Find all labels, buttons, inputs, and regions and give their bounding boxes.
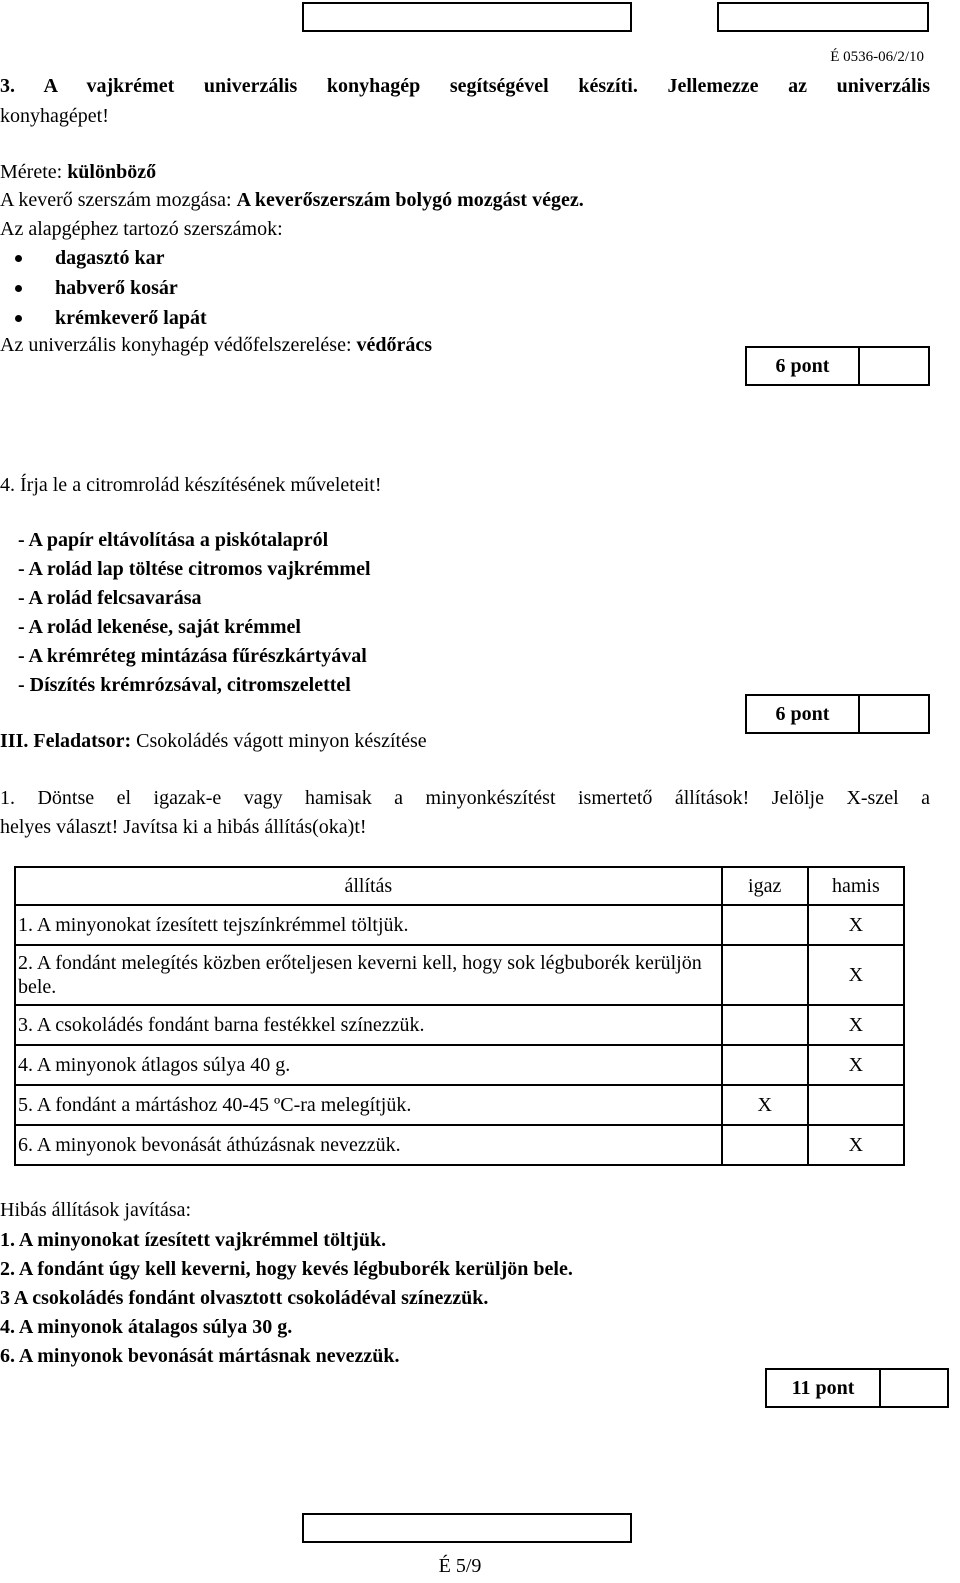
list-item: krémkeverő lapát xyxy=(0,306,207,336)
page-number: É 5/9 xyxy=(438,1555,482,1577)
hamis-cell[interactable] xyxy=(808,1085,904,1125)
list-item: dagasztó kar xyxy=(0,246,207,276)
corrections-label: Hibás állítások javítása: xyxy=(0,1199,192,1221)
igaz-cell[interactable] xyxy=(722,1045,808,1085)
list-item: 2. A fondánt úgy kell keverni, hogy kevés légbuborék kerüljön bele. xyxy=(0,1258,573,1280)
list-item: - A papír eltávolítása a piskótalapról xyxy=(18,529,329,551)
list-item: - A rolád lap töltése citromos vajkrémmel xyxy=(18,558,371,580)
list-item: habverő kosár xyxy=(0,276,207,306)
list-item: - A rolád lekenése, saját krémmel xyxy=(18,616,301,638)
table-row xyxy=(15,1125,904,1165)
q3-motion-label: A keverő szerszám mozgása: xyxy=(0,189,237,211)
hamis-cell[interactable]: X xyxy=(808,1125,904,1165)
q4-points-box xyxy=(745,694,930,734)
statement-cell: 1. A minyonokat ízesített tejszínkrémmel töltjük. xyxy=(15,905,722,945)
q3-size-value: különböző xyxy=(67,161,157,183)
q3-safety xyxy=(0,333,432,357)
q3-motion-value: A keverőszerszám bolygó mozgást végez. xyxy=(236,189,584,211)
list-item: 1. A minyonokat ízesített vajkrémmel töltjük. xyxy=(0,1229,387,1251)
igaz-cell[interactable] xyxy=(722,945,808,1005)
list-item: 3 A csokoládés fondánt olvasztott csokoládéval színezzük. xyxy=(0,1287,489,1309)
q1-points-score-cell[interactable] xyxy=(881,1370,947,1406)
footer-box xyxy=(302,1513,632,1543)
q1-question-line2: helyes választ! Javítsa ki a hibás állítás(oka)t! xyxy=(0,816,367,838)
section-title-bold: III. Feladatsor: xyxy=(0,730,132,752)
hamis-cell[interactable]: X xyxy=(808,1005,904,1045)
q3-points-label: 6 pont xyxy=(747,348,860,384)
hamis-cell[interactable]: X xyxy=(808,1045,904,1085)
table-header-row xyxy=(15,867,904,905)
q3-motion xyxy=(0,188,584,212)
q4-points-label: 6 pont xyxy=(747,696,860,732)
q3-question-line1: 3. A vajkrémet univerzális konyhagép segítségével készíti. Jellemezze az univerzális xyxy=(0,75,930,97)
q4-question xyxy=(0,473,382,497)
table-row xyxy=(15,905,904,945)
table-row xyxy=(15,1085,904,1125)
document-code: É 0536-06/2/10 xyxy=(830,49,924,65)
table-row xyxy=(15,1005,904,1045)
q1-question-line1: 1. Döntse el igazak-e vagy hamisak a minyonkészítést ismertető állítások! Jelölje X-szel a xyxy=(0,787,930,809)
statement-cell: 6. A minyonok bevonását áthúzásnak nevezzük. xyxy=(15,1125,722,1165)
q4-points-score-cell[interactable] xyxy=(860,696,928,732)
header-igaz: igaz xyxy=(722,867,808,905)
q3-safety-label: Az univerzális konyhagép védőfelszerelése: xyxy=(0,334,357,356)
list-item: - A rolád felcsavarása xyxy=(18,587,202,609)
igaz-cell[interactable] xyxy=(722,1125,808,1165)
q3-safety-value: védőrács xyxy=(356,334,433,356)
statement-cell: 2. A fondánt melegítés közben erőteljesen keverni kell, hogy sok légbuborék kerüljön bele. xyxy=(15,945,722,1005)
q3-tools-label: Az alapgéphez tartozó szerszámok: xyxy=(0,218,283,240)
section-title xyxy=(0,729,427,753)
hamis-cell[interactable]: X xyxy=(808,945,904,1005)
header-box-left xyxy=(302,2,632,32)
q3-size xyxy=(0,160,156,184)
igaz-cell[interactable] xyxy=(722,1005,808,1045)
statement-cell: 4. A minyonok átlagos súlya 40 g. xyxy=(15,1045,722,1085)
list-item: 6. A minyonok bevonását mártásnak nevezzük. xyxy=(0,1345,400,1367)
true-false-table xyxy=(14,866,905,1166)
header-box-right xyxy=(717,2,929,32)
corrections-list xyxy=(0,1228,573,1373)
q1-points-label: 11 pont xyxy=(767,1370,881,1406)
statement-cell: 5. A fondánt a mártáshoz 40-45 ºC-ra melegítjük. xyxy=(15,1085,722,1125)
section-title-rest: Csokoládés vágott minyon készítése xyxy=(131,730,427,752)
hamis-cell[interactable]: X xyxy=(808,905,904,945)
list-item: 4. A minyonok átalagos súlya 30 g. xyxy=(0,1316,293,1338)
statement-cell: 3. A csokoládés fondánt barna festékkel színezzük. xyxy=(15,1005,722,1045)
q3-size-label: Mérete: xyxy=(0,161,68,183)
list-item: - Díszítés krémrózsával, citromszelettel xyxy=(18,674,351,696)
q3-question-line2: konyhagépet! xyxy=(0,105,109,127)
q4-question-text: 4. Írja le a citromrolád készítésének műveleteit! xyxy=(0,474,382,496)
table-row xyxy=(15,1045,904,1085)
header-allitas: állítás xyxy=(15,867,722,905)
q4-steps xyxy=(18,528,371,702)
q3-points-score-cell[interactable] xyxy=(860,348,928,384)
igaz-cell[interactable]: X xyxy=(722,1085,808,1125)
igaz-cell[interactable] xyxy=(722,905,808,945)
q3-tools-list xyxy=(0,246,207,336)
table-row xyxy=(15,945,904,1005)
q3-points-box xyxy=(745,346,930,386)
list-item: - A krémréteg mintázása fűrészkártyával xyxy=(18,645,367,667)
header-hamis: hamis xyxy=(808,867,904,905)
q1-points-box xyxy=(765,1368,949,1408)
